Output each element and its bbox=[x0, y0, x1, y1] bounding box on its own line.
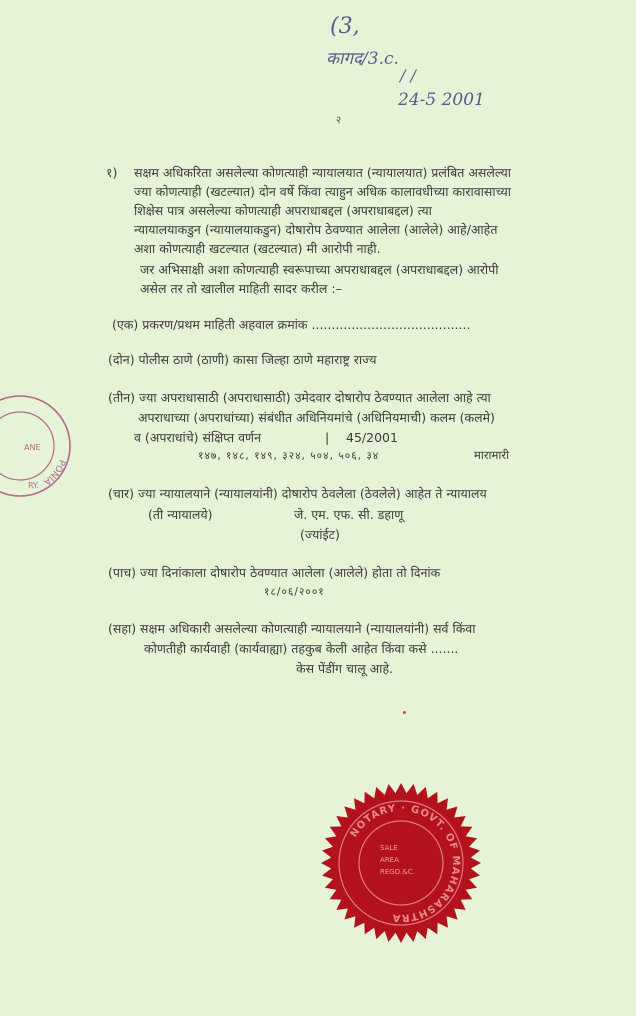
item1-sub-line: जर अभिसाक्षी अशा कोणत्याही स्वरूपाच्या अपराधाबद्दल (अपराधाबद्दल) आरोपी bbox=[140, 262, 499, 277]
page-number: २ bbox=[336, 115, 342, 126]
charge-date: १८/०६/२००१ bbox=[264, 586, 325, 598]
item1-line: अशा कोणत्याही खटल्यात (खटल्यात) मी आरोपी नाही. bbox=[134, 241, 381, 256]
svg-text:SALE: SALE bbox=[380, 844, 398, 852]
notary-seal bbox=[320, 782, 482, 944]
svg-text:AREA: AREA bbox=[380, 856, 399, 864]
section-char-line1: (चार) ज्या न्यायालयाने (न्यायालयांनी) दोषारोप ठेवलेला (ठेवलेले) आहेत ते न्यायालय bbox=[108, 486, 487, 501]
court-name: जे. एम. एफ. सी. डहाणू bbox=[294, 507, 404, 522]
section-teen-line2: अपराधाच्या (अपराधांच्या) संबंधीत अधिनियमांचे (अधिनियमाची) कलम (कलमे) bbox=[138, 410, 495, 425]
item1-line: न्यायालयाकडुन (न्यायालयाकडुन) दोषारोप ठेवण्यात आलेला (आलेले) आहे/आहेत bbox=[134, 222, 498, 237]
case-separator: | bbox=[325, 430, 330, 445]
svg-text:NOTARY · GOVT. OF MAHARASHTRA: NOTARY · GOVT. OF MAHARASHTRA bbox=[348, 802, 462, 924]
svg-text:PONIA: PONIA bbox=[41, 457, 67, 487]
item1-marker: १) bbox=[106, 165, 118, 180]
handwritten-note-1: (3, bbox=[330, 14, 360, 39]
section-teen-line1: (तीन) ज्या अपराधासाठी (अपराधासाठी) उमेदवार दोषारोप ठेवण्यात आलेला आहे त्या bbox=[108, 390, 491, 405]
section-pach-line1: (पाच) ज्या दिनांकाला दोषारोप ठेवण्यात आलेला (आलेले) होता तो दिनांक bbox=[108, 565, 441, 580]
handwritten-note-2: कागद/3.c. bbox=[326, 49, 399, 69]
case-number: 45/2001 bbox=[346, 430, 398, 445]
section-saha-line3: केस पेंडींग चालू आहे. bbox=[296, 661, 394, 676]
item1-line: सक्षम अधिकरिता असलेल्या कोणत्याही न्यायालयात (न्यायालयात) प्रलंबित असलेल्या bbox=[134, 165, 512, 180]
handwritten-note-3: / / bbox=[400, 66, 416, 85]
court-joint: (ज्यांईट) bbox=[300, 527, 340, 542]
svg-text:ANE: ANE bbox=[24, 443, 41, 452]
handwritten-date: 24-5 2001 bbox=[398, 90, 485, 110]
offence-description: मारामारी bbox=[474, 448, 510, 462]
section-saha-line1: (सहा) सक्षम अधिकारी असलेल्या कोणत्याही न्यायालयाने (न्यायालयांनी) सर्व किंवा bbox=[108, 621, 476, 636]
section-ek: (एक) प्रकरण/प्रथम माहिती अहवाल क्रमांक ........................................ bbox=[112, 317, 471, 332]
svg-text:RY.: RY. bbox=[28, 481, 39, 490]
section-char-line2: (ती न्यायालये) bbox=[148, 507, 213, 522]
section-teen-line3: व (अपराधांचे) संक्षिप्त वर्णन bbox=[134, 430, 262, 445]
item1-line: ज्या कोणत्याही (खटल्यात) दोन वर्षे किंवा त्याहुन अधिक कालावधीच्या कारावासाच्या bbox=[134, 184, 512, 199]
ipc-sections: १४७, १४८, १४९, ३२४, ५०४, ५०६, ३४ bbox=[198, 450, 380, 462]
ink-dot bbox=[403, 711, 406, 714]
section-saha-line2: कोणतीही कार्यवाही (कार्यवाह्या) तहकुब केली आहेत किंवा कसे ....... bbox=[144, 641, 459, 656]
partial-stamp bbox=[0, 392, 74, 500]
item1-sub-line: असेल तर तो खालील माहिती सादर करील :– bbox=[140, 281, 342, 296]
section-don: (दोन) पोलीस ठाणे (ठाणी) कासा जिल्हा ठाणे महाराष्ट्र राज्य bbox=[108, 352, 377, 367]
item1-line: शिक्षेस पात्र असलेल्या कोणत्याही अपराधाबद्दल (अपराधाबद्दल) त्या bbox=[134, 203, 432, 218]
svg-text:REGD.&C.: REGD.&C. bbox=[380, 868, 415, 876]
